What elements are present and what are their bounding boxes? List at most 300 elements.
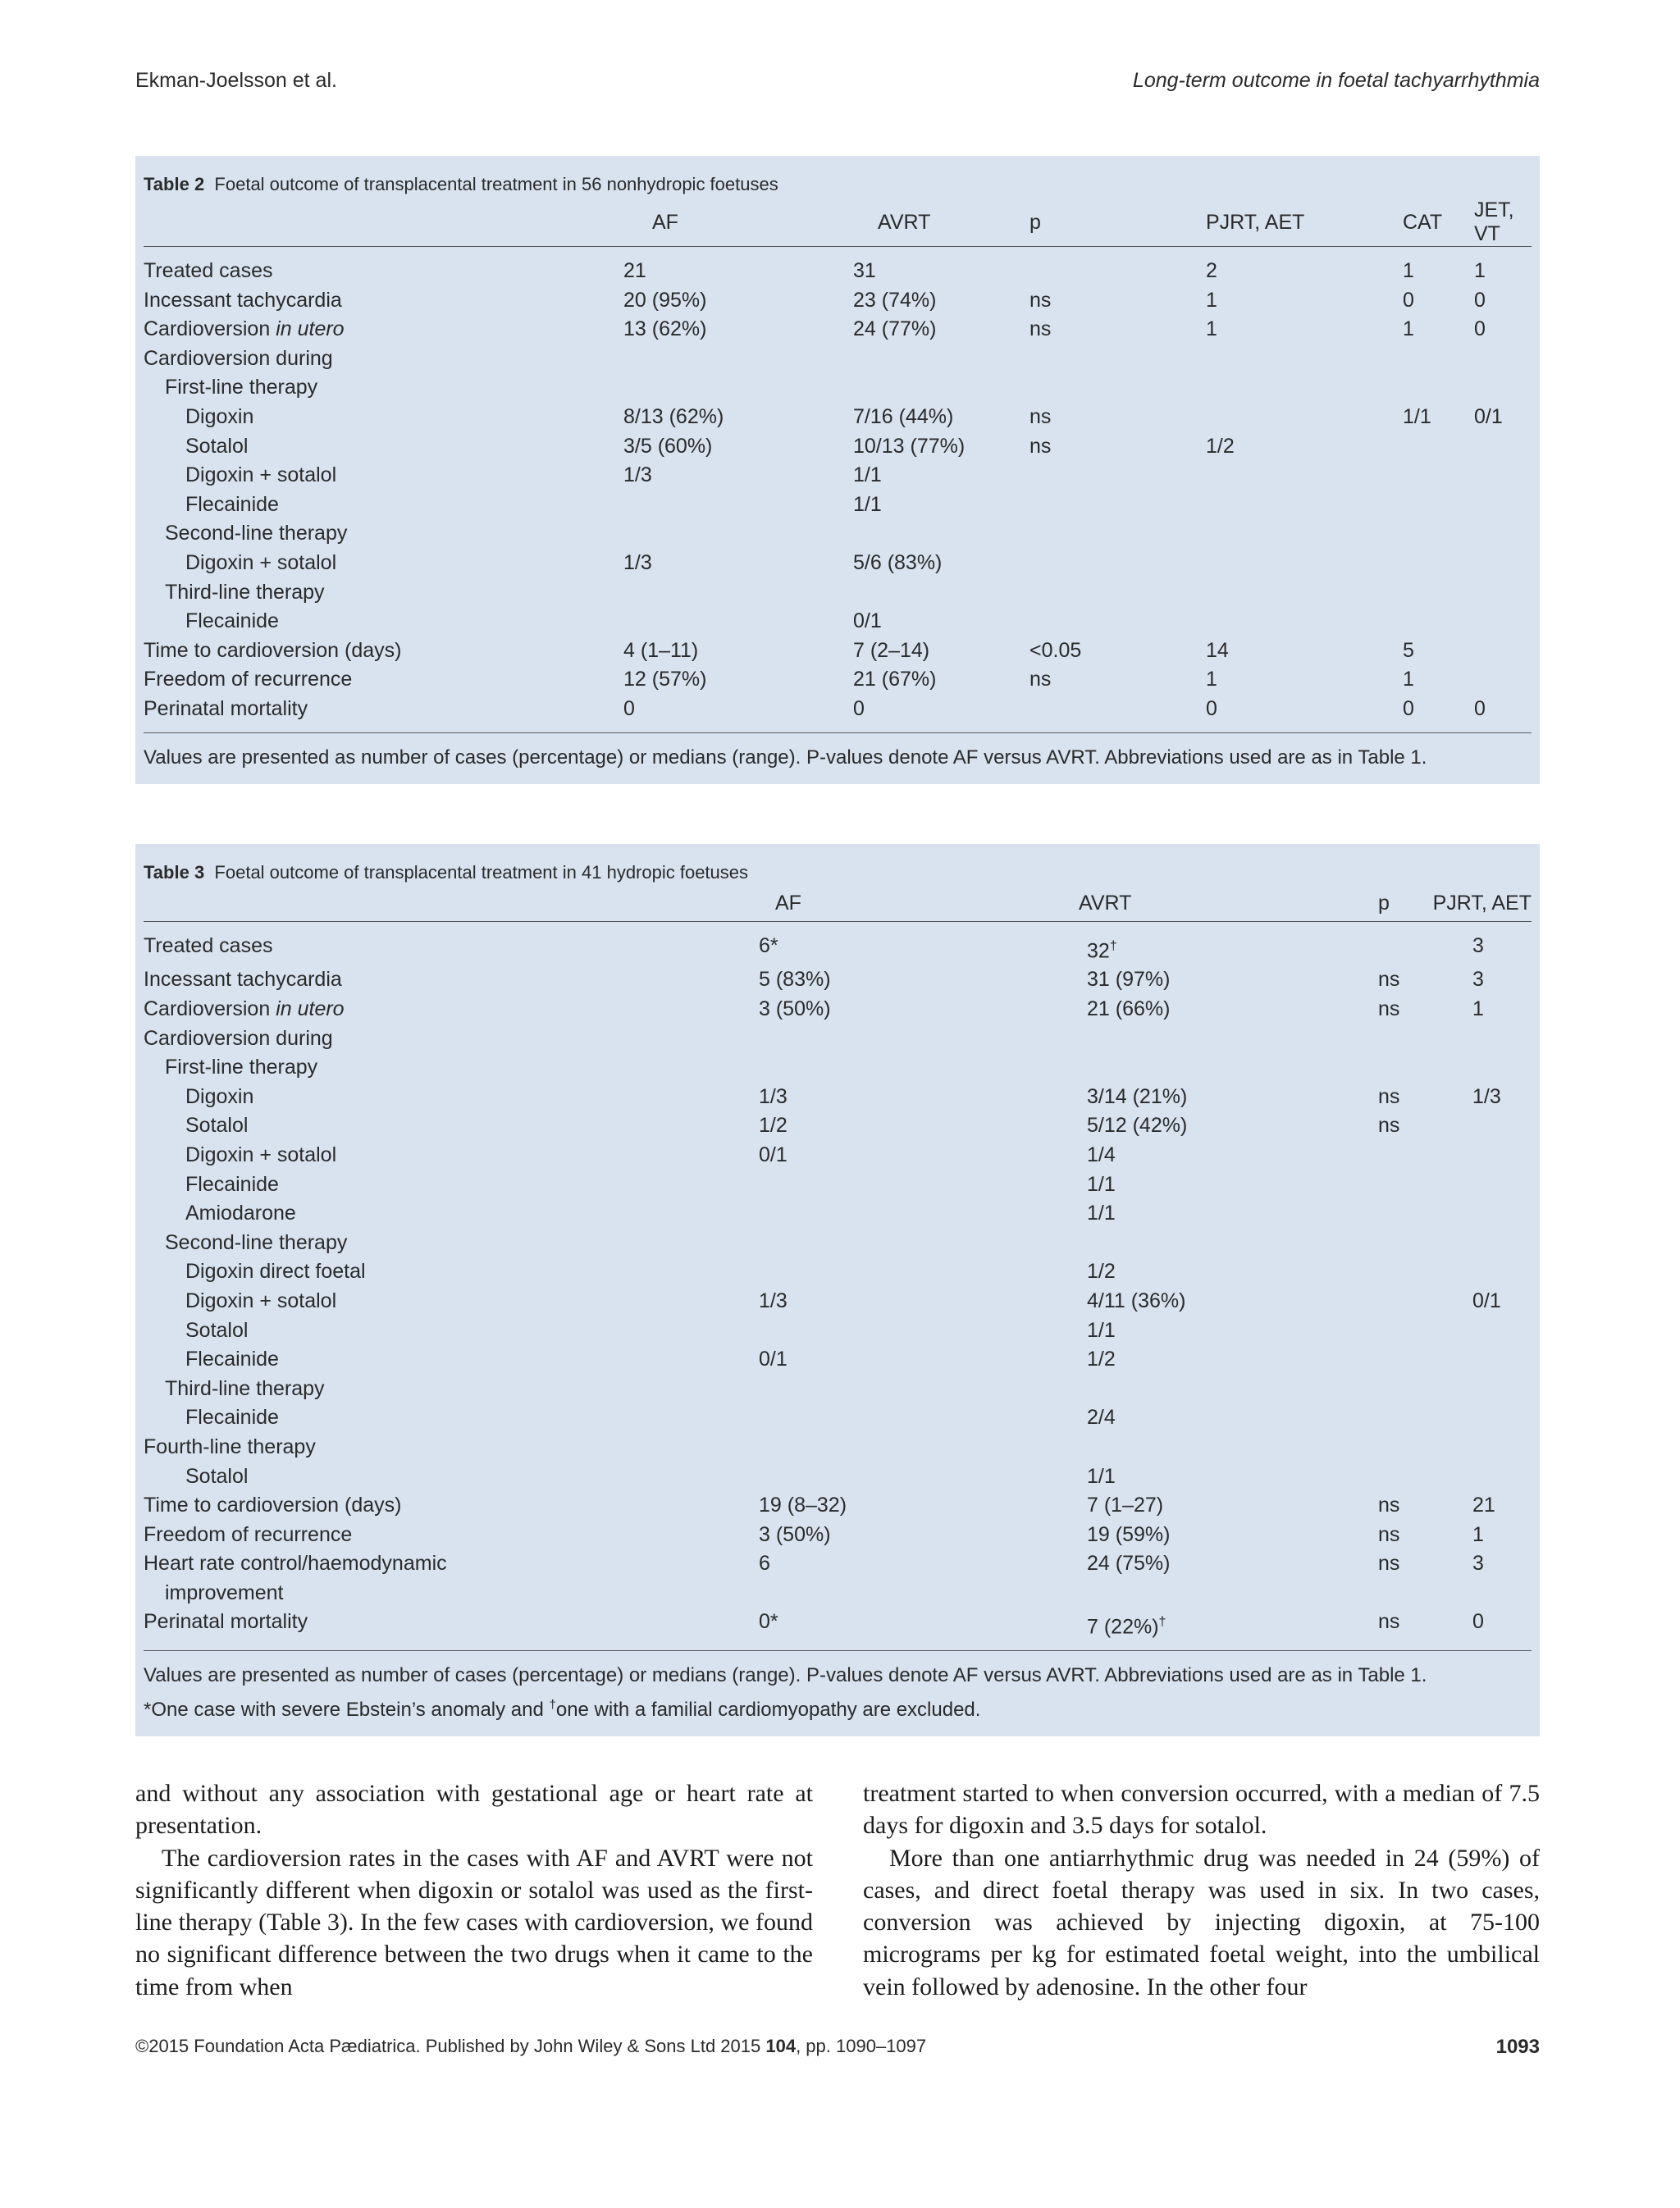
table-cell: 0* — [759, 1610, 778, 1634]
table-row — [144, 1111, 1532, 1141]
table-cell: 7/16 (44%) — [853, 404, 954, 428]
table-cell — [636, 1053, 956, 1083]
table-row — [144, 1521, 1532, 1550]
table-3-grid — [144, 887, 1532, 1642]
row-label: Treated cases — [144, 259, 273, 282]
table-cell — [964, 247, 1120, 286]
table-row — [144, 1141, 1532, 1170]
table-cell: 21 (67%) — [853, 668, 937, 691]
table-row — [144, 344, 1532, 374]
table-cell — [1276, 1433, 1472, 1462]
table-cell — [636, 1024, 956, 1054]
table-cell: 5 (83%) — [759, 968, 831, 992]
table-cell — [964, 695, 1120, 724]
table-2-col-header: JET, VT — [1472, 198, 1532, 247]
table-cell — [636, 1257, 956, 1287]
table-cell — [964, 607, 1120, 636]
table-row — [144, 432, 1532, 462]
table-row — [144, 1462, 1532, 1492]
row-label: Third-line therapy — [165, 580, 325, 604]
table-cell — [1276, 1579, 1472, 1608]
table-cell — [1472, 344, 1532, 374]
row-label: Flecainide — [185, 609, 279, 633]
row-label: Perinatal mortality — [144, 1610, 308, 1634]
body-paragraph: and without any association with gestational age or heart rate at presentation. — [135, 1780, 813, 1840]
table-cell: 1/4 — [1087, 1143, 1116, 1166]
table-cell — [1472, 519, 1532, 549]
table-cell: 5/12 (42%) — [1087, 1114, 1188, 1138]
table-row — [144, 1170, 1532, 1200]
table-cell — [509, 344, 738, 374]
table-cell: 1 — [1474, 259, 1486, 282]
table-cell — [1308, 373, 1472, 403]
row-label: Time to cardioversion (days) — [144, 638, 402, 662]
table-cell: 1/3 — [623, 550, 652, 574]
table-3-col-header: AVRT — [956, 887, 1276, 921]
row-label: Digoxin — [185, 404, 254, 428]
table-cell — [1120, 519, 1308, 549]
table-cell: 1/1 — [1087, 1202, 1116, 1225]
footer-volume: 104 — [765, 2036, 797, 2056]
page-footer — [135, 2036, 1540, 2057]
table-cell — [1308, 578, 1472, 608]
table-cell — [956, 1024, 1276, 1054]
table-cell: 0/1 — [853, 609, 882, 633]
table-row — [144, 1403, 1532, 1433]
table-cell: 1/2 — [1206, 434, 1235, 458]
table-cell — [1120, 549, 1308, 578]
table-cell: 24 (75%) — [1087, 1552, 1171, 1576]
table-2-label: Table 2 — [144, 174, 205, 194]
table-cell: 3/14 (21%) — [1087, 1084, 1188, 1108]
table-cell: 0 — [1474, 288, 1486, 312]
table-cell: 19 (59%) — [1087, 1522, 1171, 1546]
table-cell — [738, 519, 964, 549]
table-cell — [1308, 432, 1472, 462]
table-3-footnote-1: Values are presented as number of cases (percentage) or medians (range). P-values denote AF versus AVRT. Abbreviations used are as in Table 1. — [144, 1664, 1427, 1687]
table-row — [144, 461, 1532, 490]
table-cell: 31 (97%) — [1087, 968, 1171, 992]
row-label: Amiodarone — [185, 1202, 296, 1225]
table-cell: 21 — [623, 259, 646, 282]
table-cell — [1472, 578, 1532, 608]
row-label: Incessant tachycardia — [144, 968, 342, 992]
table-cell: 0 — [1474, 696, 1486, 720]
row-label: Sotalol — [185, 1464, 249, 1488]
table-cell — [738, 373, 964, 403]
table-cell — [1276, 1462, 1472, 1492]
table-cell — [509, 578, 738, 608]
table-cell: ns — [1029, 434, 1052, 458]
row-label: Freedom of recurrence — [144, 1522, 353, 1546]
table-cell — [636, 1316, 956, 1346]
table-cell — [1472, 1141, 1532, 1170]
table-cell: 7 (2–14) — [853, 638, 930, 662]
table-cell: 3 — [1472, 968, 1484, 992]
table-cell — [964, 461, 1120, 490]
table-cell: 0 — [1206, 696, 1217, 720]
table-cell: 3/5 (60%) — [623, 434, 713, 458]
table-row — [144, 490, 1532, 520]
table-cell: ns — [1378, 997, 1400, 1021]
table-2-col-header: CAT — [1308, 198, 1472, 247]
table-3-col-header — [144, 887, 636, 921]
table-cell — [636, 1170, 956, 1200]
row-label: improvement — [165, 1581, 284, 1604]
table-cell: 12 (57%) — [623, 668, 707, 691]
running-head-title: Long-term outcome in foetal tachyarrhythmia — [1132, 69, 1540, 92]
table-cell — [1472, 636, 1532, 666]
table-cell — [1472, 1024, 1532, 1054]
row-label: Flecainide — [185, 492, 279, 516]
table-cell — [1472, 1199, 1532, 1229]
table-row — [144, 373, 1532, 403]
row-label: Perinatal mortality — [144, 696, 308, 720]
table-3-col-header: PJRT, AET — [1472, 887, 1532, 921]
table-cell: ns — [1378, 1610, 1400, 1634]
table-cell: 1 — [1206, 668, 1217, 691]
table-cell — [636, 1462, 956, 1492]
row-label: Sotalol — [185, 434, 249, 458]
table-cell: 5/6 (83%) — [853, 550, 943, 574]
table-cell — [738, 344, 964, 374]
table-cell — [956, 1053, 1276, 1083]
table-cell — [1120, 607, 1308, 636]
table-2-grid — [144, 198, 1532, 724]
table-row — [144, 665, 1532, 695]
table-cell: ns — [1378, 1494, 1400, 1517]
row-label: Cardioversion in utero — [144, 317, 345, 341]
table-row — [144, 1199, 1532, 1229]
table-cell — [636, 1433, 956, 1462]
row-label: Second-line therapy — [165, 1230, 348, 1254]
footer-pages: , pp. 1090–1097 — [796, 2036, 927, 2056]
row-label: Heart rate control/haemodynamic — [144, 1552, 447, 1576]
table-row — [144, 315, 1532, 344]
table-cell — [1472, 1229, 1532, 1258]
table-cell — [1472, 1579, 1532, 1608]
table-cell: 2/4 — [1087, 1406, 1116, 1430]
table-row — [144, 695, 1532, 724]
table-3-caption — [144, 859, 1532, 887]
table-cell — [1472, 665, 1532, 695]
body-paragraph: More than one antiarrhythmic drug was needed in 24 (59%) of cases, and direct foetal therapy was used in six. In two cases, conversion was achieved by injecting digoxin, at 75-100 micrograms per kg for estimated foetal weight, into the umbilical vein followed by adenosine. In the other four — [863, 1844, 1540, 2000]
table-cell: 5 — [1403, 638, 1414, 662]
table-cell — [636, 1403, 956, 1433]
table-cell: ns — [1378, 1084, 1400, 1108]
table-cell: 3 — [1472, 933, 1484, 957]
table-cell: 4 (1–11) — [623, 638, 699, 662]
table-cell — [1472, 1170, 1532, 1200]
body-column-right — [863, 1777, 1540, 2003]
table-cell: 1 — [1206, 288, 1217, 312]
row-label: Flecainide — [185, 1172, 279, 1196]
table-cell: 0 — [1474, 317, 1486, 341]
row-label: Digoxin direct foetal — [185, 1260, 366, 1284]
table-cell — [1472, 490, 1532, 520]
table-cell: <0.05 — [1029, 638, 1082, 662]
table-cell — [1472, 1375, 1532, 1404]
table-cell — [1276, 1287, 1472, 1316]
table-cell — [956, 1375, 1276, 1404]
table-cell — [956, 1433, 1276, 1462]
table-cell: ns — [1029, 288, 1052, 312]
table-cell: 0 — [1403, 696, 1414, 720]
table-cell: 3 (50%) — [759, 1522, 831, 1546]
table-cell: 13 (62%) — [623, 317, 707, 341]
table-cell: 21 (66%) — [1087, 997, 1171, 1021]
table-2-col-header: p — [964, 198, 1120, 247]
row-label: Incessant tachycardia — [144, 288, 342, 312]
table-3-label: Table 3 — [144, 862, 205, 883]
table-cell: 1 — [1403, 668, 1414, 691]
table-row — [144, 549, 1532, 578]
table-row — [144, 1491, 1532, 1521]
table-cell: 1/3 — [759, 1289, 788, 1312]
table-cell: 1/1 — [1087, 1464, 1116, 1488]
table-cell: 1 — [1403, 259, 1414, 282]
table-row — [144, 1053, 1532, 1083]
table-3-body — [144, 921, 1532, 1642]
row-label: Flecainide — [185, 1406, 279, 1430]
table-cell — [1120, 578, 1308, 608]
table-cell: 1/2 — [759, 1114, 788, 1138]
running-head — [135, 69, 1540, 102]
table-cell — [1308, 461, 1472, 490]
table-cell: 23 (74%) — [853, 288, 937, 312]
table-row — [144, 921, 1532, 965]
table-cell — [1472, 549, 1532, 578]
table-cell: 14 — [1206, 638, 1229, 662]
table-row — [144, 1229, 1532, 1258]
table-row — [144, 1287, 1532, 1316]
row-label: Sotalol — [185, 1114, 249, 1138]
table-cell — [1276, 1141, 1472, 1170]
table-row — [144, 286, 1532, 316]
table-cell: 1/1 — [1403, 404, 1431, 428]
table-cell — [1472, 1257, 1532, 1287]
table-cell — [509, 490, 738, 520]
table-cell — [1308, 519, 1472, 549]
table-cell: ns — [1029, 317, 1052, 341]
table-cell: 10/13 (77%) — [853, 434, 966, 458]
table-cell — [509, 519, 738, 549]
table-cell: 1/3 — [1472, 1084, 1501, 1108]
table-cell — [1472, 1462, 1532, 1492]
table-3-footnotes — [144, 1650, 1532, 1725]
table-cell — [1276, 1229, 1472, 1258]
table-3-col-header: AF — [636, 887, 956, 921]
table-cell: 1/1 — [853, 463, 882, 487]
table-cell — [1120, 373, 1308, 403]
table-row — [144, 1083, 1532, 1112]
running-head-authors: Ekman-Joelsson et al. — [135, 69, 337, 92]
table-cell — [1472, 1345, 1532, 1375]
table-cell: 4/11 (36%) — [1087, 1289, 1186, 1312]
table-cell — [738, 578, 964, 608]
row-label: Sotalol — [185, 1318, 249, 1342]
table-row — [144, 995, 1532, 1024]
table-cell — [956, 1579, 1276, 1608]
table-cell: 0 — [853, 696, 865, 720]
table-2-col-header: PJRT, AET — [1120, 198, 1308, 247]
row-label: Digoxin + sotalol — [185, 1289, 337, 1312]
row-label: Cardioversion in utero — [144, 997, 345, 1021]
table-cell — [964, 373, 1120, 403]
table-cell — [1308, 607, 1472, 636]
table-cell: 0 — [623, 696, 635, 720]
table-cell: 6 — [759, 1552, 770, 1576]
table-row — [144, 1316, 1532, 1346]
page-number: 1093 — [1495, 2036, 1540, 2058]
table-cell — [1276, 1316, 1472, 1346]
table-cell — [1276, 1199, 1472, 1229]
table-cell — [964, 578, 1120, 608]
table-cell: 3 — [1472, 1552, 1484, 1576]
table-cell — [1472, 432, 1532, 462]
table-cell — [956, 1229, 1276, 1258]
row-label: Time to cardioversion (days) — [144, 1494, 402, 1517]
footer-copyright: ©2015 Foundation Acta Pædiatrica. Published by John Wiley & Sons Ltd 2015 — [135, 2036, 761, 2056]
table-cell: 0 — [1403, 288, 1414, 312]
table-row — [144, 1433, 1532, 1462]
table-cell: 0/1 — [759, 1348, 788, 1371]
table-cell — [636, 1199, 956, 1229]
row-label: First-line therapy — [165, 376, 318, 399]
table-cell: ns — [1378, 1114, 1400, 1138]
table-cell — [1276, 1170, 1472, 1200]
table-cell: 1/1 — [853, 492, 882, 516]
table-row — [144, 1608, 1532, 1642]
table-cell — [1472, 1053, 1532, 1083]
table-cell — [1472, 1403, 1532, 1433]
table-cell: 6* — [759, 933, 778, 957]
row-label: Cardioversion during — [144, 346, 333, 370]
table-cell — [1276, 1024, 1472, 1054]
table-cell — [1472, 373, 1532, 403]
row-label: Third-line therapy — [165, 1376, 325, 1400]
table-row — [144, 578, 1532, 608]
row-label: Freedom of recurrence — [144, 668, 353, 691]
table-cell — [509, 607, 738, 636]
table-cell: 3 (50%) — [759, 997, 831, 1021]
table-cell: 31 — [853, 259, 876, 282]
table-cell: ns — [1378, 1522, 1400, 1546]
table-cell: 1/1 — [1087, 1318, 1116, 1342]
table-2 — [135, 156, 1540, 784]
table-cell — [1276, 1257, 1472, 1287]
table-2-col-header: AVRT — [738, 198, 964, 247]
table-cell — [1276, 1345, 1472, 1375]
table-cell — [1276, 1375, 1472, 1404]
table-3-col-header: p — [1276, 887, 1472, 921]
table-cell — [1308, 549, 1472, 578]
table-cell: ns — [1378, 968, 1400, 992]
table-cell: 24 (77%) — [853, 317, 937, 341]
row-label: Digoxin — [185, 1084, 254, 1108]
row-label: First-line therapy — [165, 1056, 318, 1079]
table-row — [144, 636, 1532, 666]
table-2-col-header: AF — [509, 198, 738, 247]
table-3 — [135, 844, 1540, 1736]
table-cell — [1308, 344, 1472, 374]
table-row — [144, 1549, 1532, 1579]
table-cell: ns — [1378, 1552, 1400, 1576]
table-row — [144, 247, 1532, 286]
table-row — [144, 1257, 1532, 1287]
table-cell: 1 — [1472, 997, 1484, 1021]
table-cell — [636, 1229, 956, 1258]
table-cell: 32† — [1087, 938, 1117, 962]
row-label: Second-line therapy — [165, 522, 348, 545]
table-cell: 21 — [1472, 1494, 1495, 1517]
table-cell: ns — [1029, 668, 1052, 691]
table-cell: 19 (8–32) — [759, 1494, 847, 1517]
table-cell — [964, 344, 1120, 374]
table-cell — [1276, 921, 1472, 965]
table-cell: 0/1 — [1472, 1289, 1501, 1312]
body-column-left — [135, 1777, 813, 2003]
table-cell — [1120, 344, 1308, 374]
table-cell: 2 — [1206, 259, 1217, 282]
table-cell — [1472, 607, 1532, 636]
table-2-footnote: Values are presented as number of cases (percentage) or medians (range). P-values denote AF versus AVRT. Abbreviations used are as in Table 1. — [144, 732, 1532, 773]
table-cell — [1308, 490, 1472, 520]
table-cell: 0/1 — [759, 1143, 788, 1166]
body-paragraph: The cardioversion rates in the cases with AF and AVRT were not significantly different when digoxin or sotalol was used as the first-line therapy (Table 3). In the few cases with cardioversion, we found no significant difference between the two drugs when it came to the time from when — [135, 1844, 813, 2000]
row-label: Flecainide — [185, 1348, 279, 1371]
table-2-caption — [144, 171, 1532, 198]
table-cell: 0/1 — [1474, 404, 1503, 428]
table-cell — [964, 549, 1120, 578]
table-row — [144, 1024, 1532, 1054]
table-cell — [1276, 1403, 1472, 1433]
table-cell: 7 (22%)† — [1087, 1615, 1166, 1639]
table-cell: 1 — [1472, 1522, 1484, 1546]
table-cell — [964, 490, 1120, 520]
table-cell — [1472, 1433, 1532, 1462]
table-cell: 1/2 — [1087, 1348, 1116, 1371]
table-cell — [1472, 461, 1532, 490]
table-cell: 1/1 — [1087, 1172, 1116, 1196]
table-cell — [1120, 403, 1308, 432]
body-paragraph: treatment started to when conversion occurred, with a median of 7.5 days for digoxin and 3.5 days for sotalol. — [863, 1780, 1540, 1840]
table-3-footnote-2: *One case with severe Ebstein’s anomaly and †one with a familial cardiomyopathy are excluded. — [144, 1698, 981, 1722]
table-cell: 1 — [1206, 317, 1217, 341]
table-row — [144, 1375, 1532, 1404]
table-3-caption-text: Foetal outcome of transplacental treatment in 41 hydropic foetuses — [214, 862, 749, 883]
table-row — [144, 403, 1532, 432]
table-row — [144, 1345, 1532, 1375]
table-row — [144, 965, 1532, 995]
table-cell — [1472, 1111, 1532, 1141]
table-cell — [1276, 1053, 1472, 1083]
table-cell — [964, 519, 1120, 549]
table-cell — [1472, 1316, 1532, 1346]
table-cell — [1120, 490, 1308, 520]
table-2-caption-text: Foetal outcome of transplacental treatment in 56 nonhydropic foetuses — [214, 174, 778, 194]
table-2-col-header — [144, 198, 509, 247]
table-cell: 20 (95%) — [623, 288, 707, 312]
row-label: Digoxin + sotalol — [185, 463, 337, 487]
table-cell: 1/2 — [1087, 1260, 1116, 1284]
table-cell: 8/13 (62%) — [623, 404, 724, 428]
table-cell — [1120, 461, 1308, 490]
row-label: Cardioversion during — [144, 1026, 333, 1050]
table-cell: 1/3 — [759, 1084, 788, 1108]
table-cell — [636, 1375, 956, 1404]
table-2-body — [144, 247, 1532, 724]
